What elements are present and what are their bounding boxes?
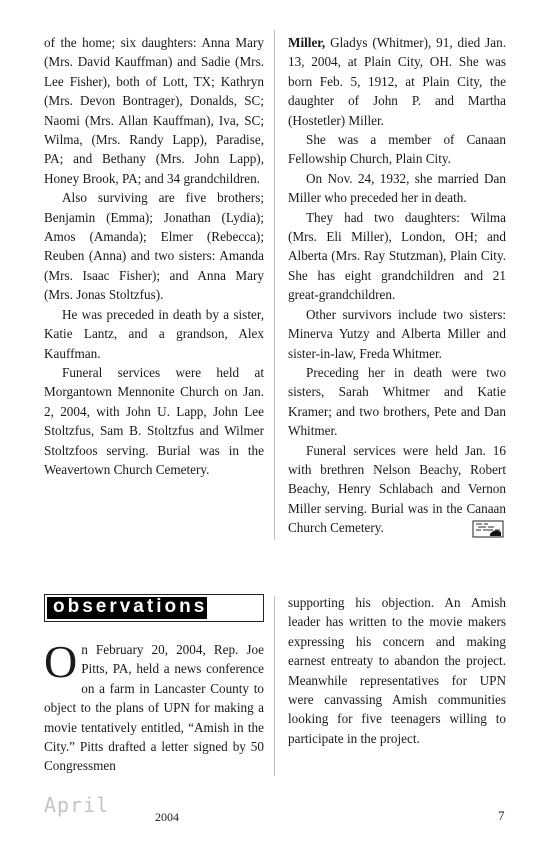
observations-header: [44, 594, 264, 622]
obituary-paragraph: Preceding her in death were two sisters, Sarah Whitmer and Katie Kramer; and two brothers, Pete and Dan Whitmer.: [288, 364, 506, 439]
footer-month: April: [44, 793, 110, 817]
column-divider: [274, 596, 275, 776]
obituary-paragraph: Funeral services were held Jan. 16 with brethren Nelson Beachy, Robert Beachy, Henry Schlabach and Vernon Miller serving. Burial was in the Canaan Church Cemetery.: [288, 442, 506, 536]
observations-column-left: [44, 636, 264, 776]
obituary-paragraph: He was preceded in death by a sister, Katie Lantz, and a grandson, Alex Kauffman.: [44, 306, 264, 361]
obituary-paragraph: of the home; six daughters: Anna Mary (Mrs. David Kauffman) and Sadie (Mrs. Lee Fisher), both of Lott, TX; Kathryn (Mrs. Devon Bontrager), Donalds, SC; Naomi (Mrs. Allan Kauffman), Iva, SC; Wilma, (Mrs. Randy Lapp), Paradise, PA; and Bethany (Mrs. John Lapp), Honey Brook, PA; and 34 grandchildren.: [44, 35, 264, 186]
page-number: 7: [498, 808, 505, 823]
column-divider: [274, 30, 275, 540]
footer-year: 2004: [155, 810, 179, 824]
observations-column-right: [288, 593, 506, 748]
obituary-column-top-right: [288, 33, 506, 538]
obituary-lead: [288, 33, 506, 130]
obituary-paragraph: Funeral services were held at Morgantown Mennonite Church on Jan. 2, 2004, with John U. Lapp, John Lee Stoltzfus, Sam B. Stoltzfus and Wilmer Stoltzfoos serving. Burial was in the Weavertown Church Cemetery.: [44, 364, 264, 477]
observations-body: n February 20, 2004, Rep. Joe Pitts, PA, held a news conference on a farm in Lancaster County to object to the plans of UPN for making a movie tentatively entitled, “Amish in the City.” Pitts drafted a letter signed by 50 Congressmen: [44, 642, 264, 774]
observations-paragraph: [44, 636, 264, 776]
obituary-lead-text: Gladys (Whitmer), 91, died Jan. 13, 2004, at Plain City, OH. She was born Feb. 5, 1912, at Plain City, the daughter of John P. and Martha (Hostetler) Miller.: [288, 35, 506, 128]
obituary-column-top-left: [44, 33, 264, 479]
obituary-name: Miller,: [288, 35, 326, 50]
obituary-paragraph: On Nov. 24, 1932, she married Dan Miller who preceded her in death.: [288, 170, 506, 206]
observations-continued: supporting his objection. An Amish leader has written to the movie makers expressing his concern and making earnest entreaty to abandon the project. Meanwhile representatives for UPN were canvassing Amish communities looking for five teenagers willing to participate in the project.: [288, 595, 506, 746]
end-of-article-icon: [472, 520, 504, 538]
obituary-paragraph: Also surviving are five brothers; Benjamin (Emma); Jonathan (Lydia); Amos (Amanda); Elmer (Rebecca); Reuben (Anna) and two sisters: Amanda (Mrs. Isaac Fisher); and Anna Mary (Mrs. Jonas Stoltzfus).: [44, 190, 264, 303]
drop-cap: O: [44, 636, 78, 687]
observations-header-text: observations: [53, 596, 208, 617]
obituary-paragraph: Other survivors include two sisters: Minerva Yutzy and Alberta Miller and sister-in-law, Freda Whitmer.: [288, 306, 506, 361]
obituary-paragraph: They had two daughters: Wilma (Mrs. Eli Miller), London, OH; and Alberta (Mrs. Ray Stutzman), Plain City. She has eight grandchildren and 21 great-grandchildren.: [288, 209, 506, 303]
obituary-paragraph: She was a member of Canaan Fellowship Church, Plain City.: [288, 132, 506, 167]
